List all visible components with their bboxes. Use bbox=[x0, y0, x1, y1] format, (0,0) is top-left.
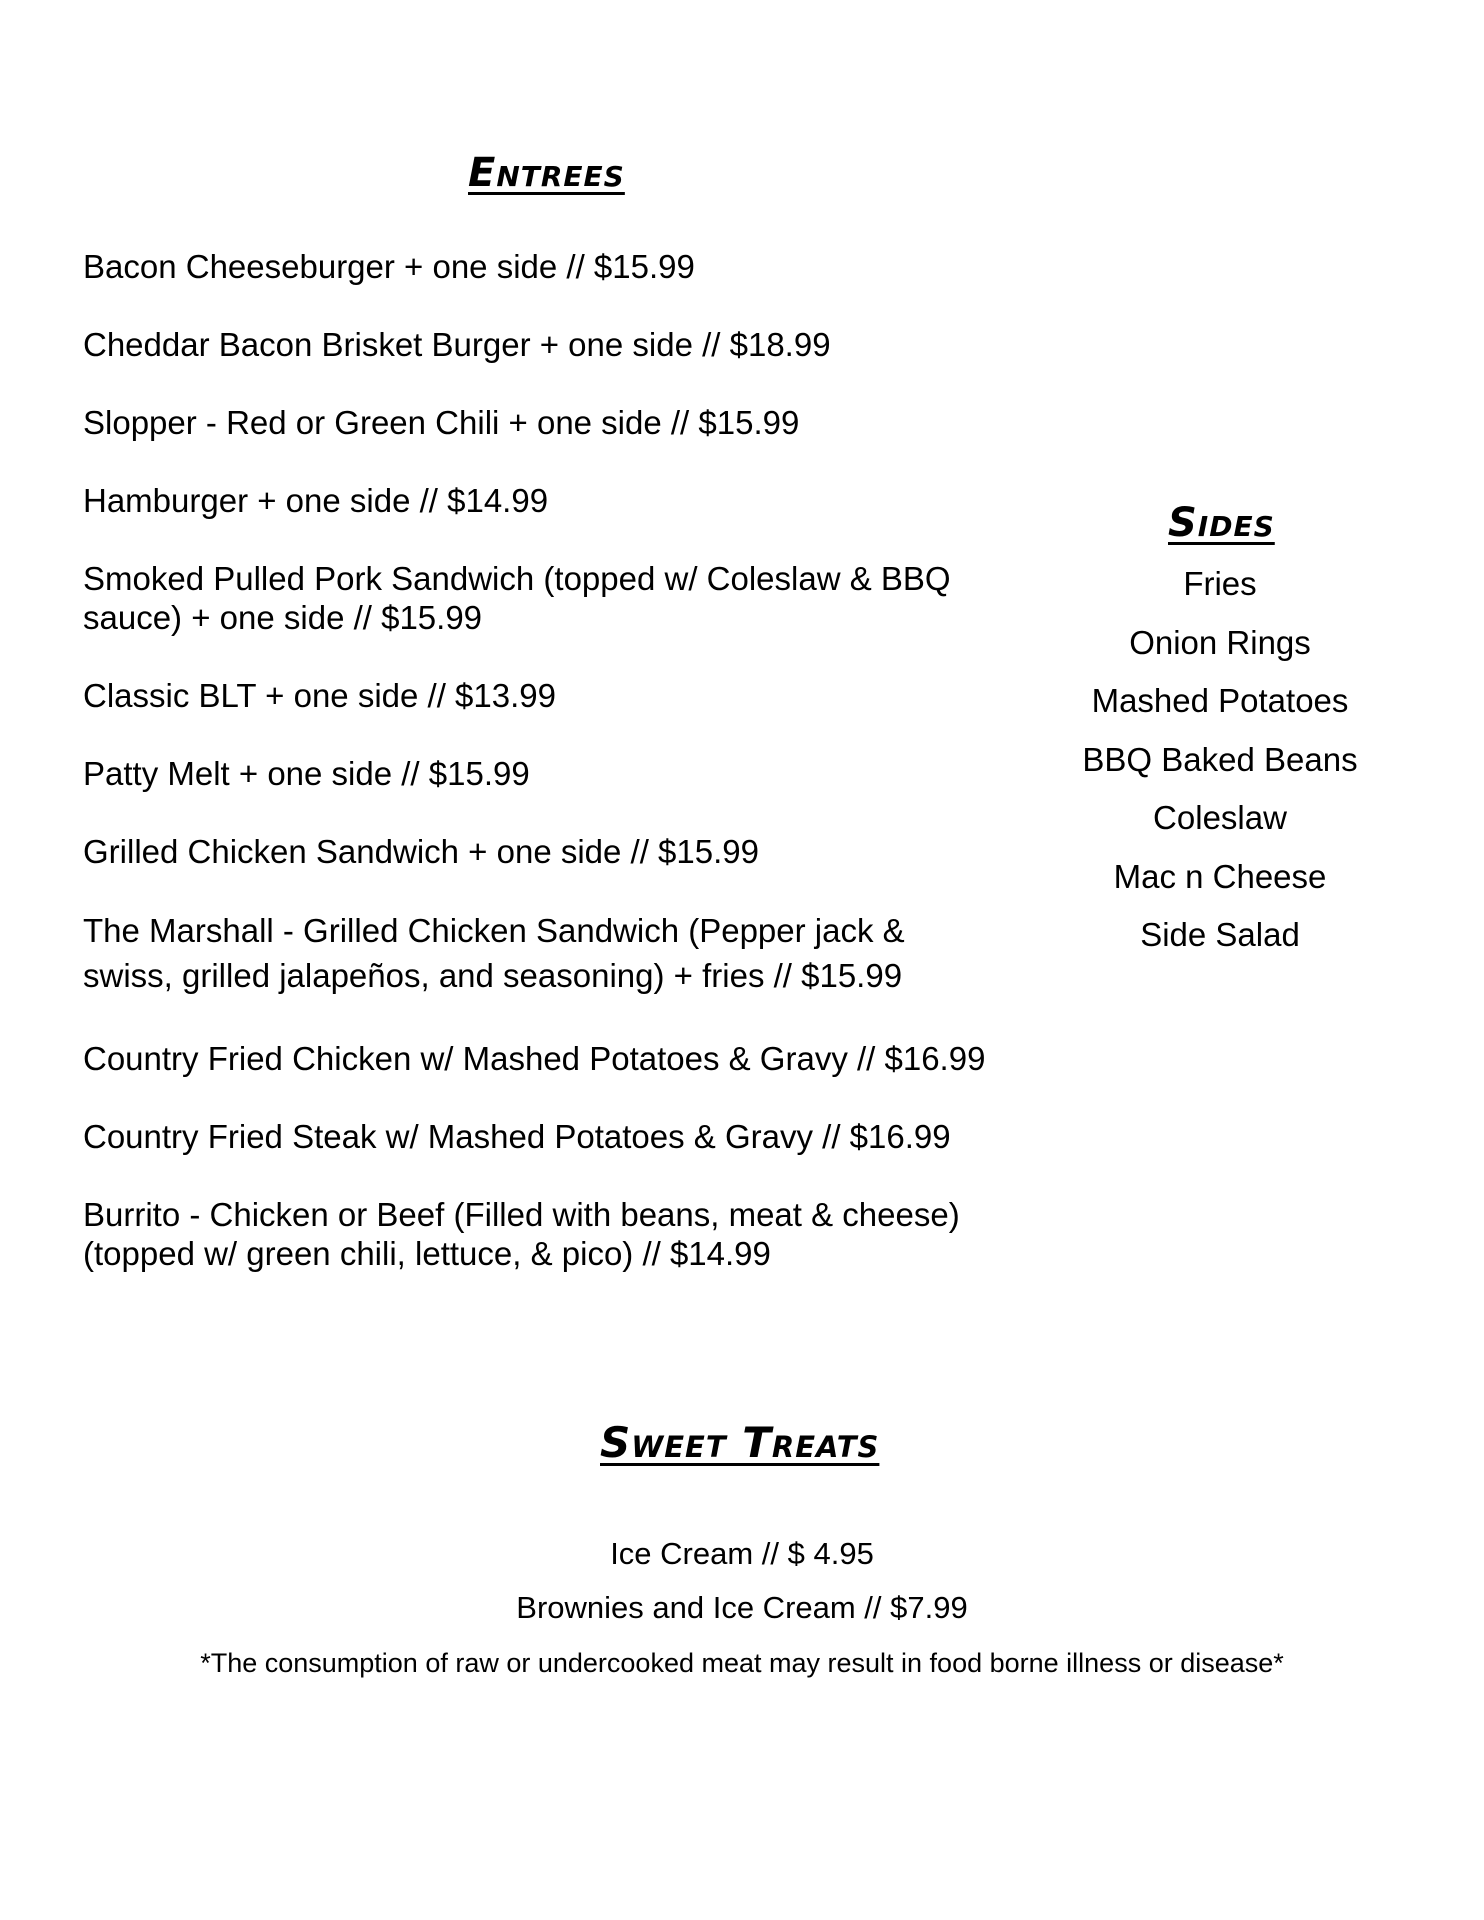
entree-item: Country Fried Chicken w/ Mashed Potatoes & Gravy // $16.99 bbox=[83, 1040, 986, 1077]
side-item: Mashed Potatoes bbox=[1091, 682, 1349, 719]
entrees-heading: Entrees bbox=[468, 150, 625, 196]
side-item: Fries bbox=[1183, 565, 1257, 602]
entree-item: The Marshall - Grilled Chicken Sandwich (Pepper jack & swiss, grilled jalapeños, and seasoning) + fries // $15.99 bbox=[83, 912, 905, 994]
entree-item: Smoked Pulled Pork Sandwich (topped w/ Coleslaw & BBQ sauce) + one side // $15.99 bbox=[83, 560, 951, 636]
entree-item: Patty Melt + one side // $15.99 bbox=[83, 755, 530, 792]
sides-heading: Sides bbox=[1168, 500, 1275, 546]
side-item: BBQ Baked Beans bbox=[1082, 740, 1358, 778]
sides-list bbox=[1040, 560, 1400, 970]
food-safety-disclaimer: *The consumption of raw or undercooked meat may result in food borne illness or disease* bbox=[200, 1648, 1284, 1678]
sweet-treats-heading: Sweet Treats bbox=[600, 1418, 880, 1467]
entree-item: Bacon Cheeseburger + one side // $15.99 bbox=[83, 248, 695, 285]
side-item: Onion Rings bbox=[1129, 623, 1311, 661]
entree-item: Classic BLT + one side // $13.99 bbox=[83, 677, 556, 714]
entree-item: Cheddar Bacon Brisket Burger + one side // $18.99 bbox=[83, 326, 831, 363]
entree-item: Slopper - Red or Green Chili + one side // $15.99 bbox=[83, 404, 800, 441]
side-item: Coleslaw bbox=[1153, 799, 1287, 836]
sweet-treat-item: Ice Cream // $ 4.95 bbox=[610, 1536, 874, 1571]
entree-item: Hamburger + one side // $14.99 bbox=[83, 482, 549, 519]
sweet-treat-item: Brownies and Ice Cream // $7.99 bbox=[516, 1590, 968, 1625]
side-item: Side Salad bbox=[1140, 916, 1300, 953]
side-item: Mac n Cheese bbox=[1113, 857, 1327, 895]
entree-item: Burrito - Chicken or Beef (Filled with beans, meat & cheese) (topped w/ green chili, lettuce, & pico) // $14.99 bbox=[83, 1196, 960, 1272]
entree-item: Country Fried Steak w/ Mashed Potatoes & Gravy // $16.99 bbox=[83, 1118, 951, 1155]
entree-item: Grilled Chicken Sandwich + one side // $15.99 bbox=[83, 833, 759, 870]
